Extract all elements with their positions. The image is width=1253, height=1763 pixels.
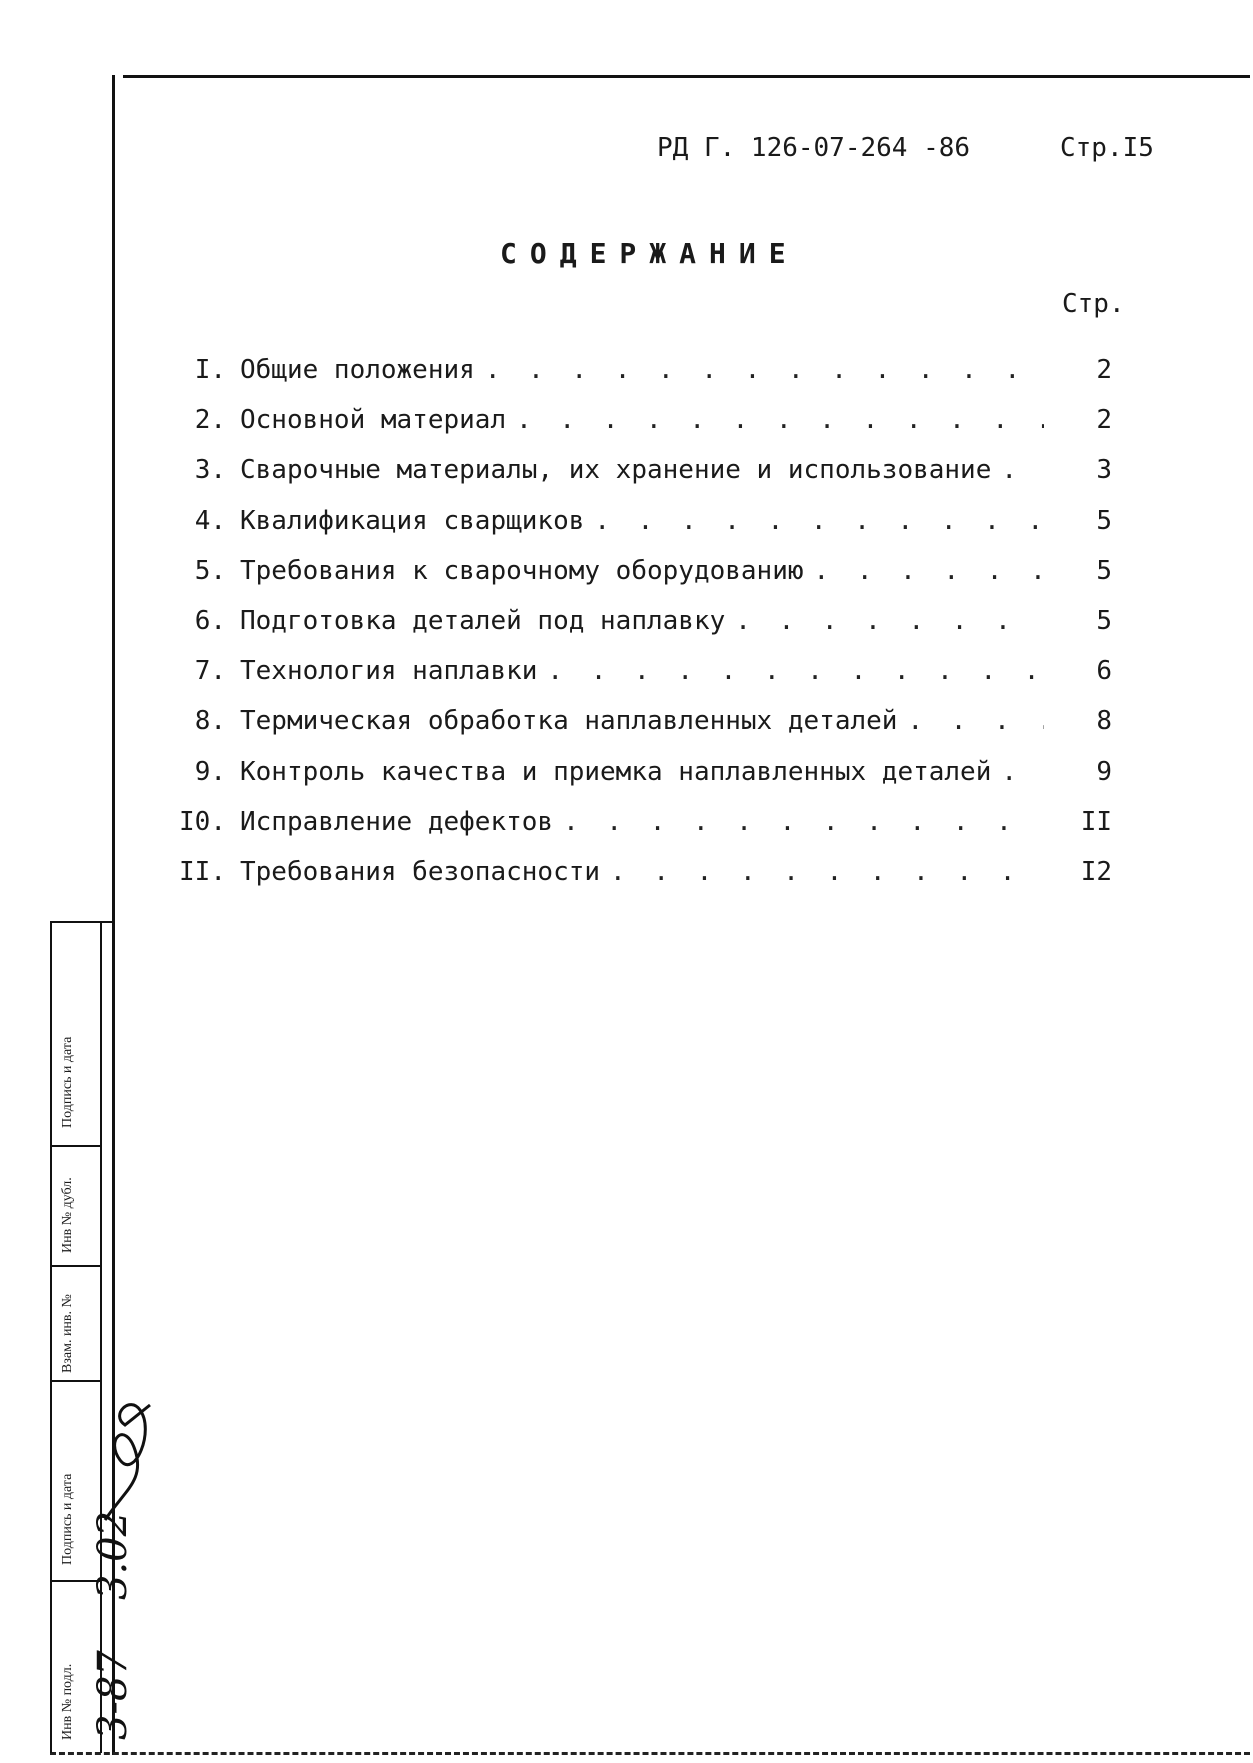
page-number: Стр.I5 (1060, 133, 1154, 163)
toc-leader-dots (1001, 455, 1044, 485)
stamp-label: Взам. инв. № (60, 1294, 75, 1373)
toc-item-page: 5 (1096, 605, 1112, 636)
toc-item-number: 6. (194, 605, 226, 636)
toc-leader-dots (485, 355, 1044, 385)
toc-item (170, 857, 1120, 907)
toc-item-page: 2 (1096, 355, 1112, 385)
stamp-cell-signature-date (52, 923, 102, 1147)
toc-item-number: I. (194, 355, 226, 385)
toc-item-number: 4. (194, 505, 226, 536)
toc-leader-dots (735, 606, 1044, 636)
stamp-cell-replacement-inventory (52, 1265, 102, 1382)
toc-item-number: 7. (194, 656, 226, 687)
toc-item (170, 807, 1120, 857)
frame-top-line (123, 75, 1250, 78)
toc-leader-dots (516, 405, 1044, 435)
toc-item (170, 706, 1120, 756)
stamp-label: Подпись и дата (60, 1473, 75, 1565)
toc-leader-dots (594, 506, 1044, 536)
toc-item-page: 9 (1096, 756, 1112, 787)
toc-item (170, 506, 1120, 556)
toc-leader-dots (1001, 757, 1044, 787)
toc-item-number: 2. (194, 405, 226, 436)
document-code: РД Г. 126-07-264 -86 (657, 133, 971, 163)
toc-item-page: 5 (1096, 555, 1112, 586)
stamp-label: Инв № дубл. (60, 1177, 75, 1253)
toc-item-number: II. (179, 856, 226, 887)
toc-item-title: Общие положения (240, 355, 475, 385)
toc-item-page: 6 (1096, 656, 1112, 687)
toc-item (170, 355, 1120, 405)
toc-item-page: 2 (1096, 405, 1112, 436)
toc-leader-dots (814, 556, 1044, 586)
stamp-label: Инв № подл. (60, 1663, 75, 1740)
page-column-header: Стр. (1062, 289, 1125, 319)
toc-item-page: 8 (1096, 706, 1112, 737)
handwritten-inventory-number: 3-87 (90, 1650, 136, 1740)
frame-bottom-line (50, 1752, 1250, 1755)
toc-item-title: Квалификация сварщиков (240, 505, 585, 536)
toc-leader-dots (563, 807, 1044, 837)
side-stamp-block (50, 921, 114, 1753)
toc-item-page: 3 (1096, 455, 1112, 486)
toc-item-title: Подготовка деталей под наплавку (240, 605, 726, 636)
toc-item-title: Сварочные материалы, их хранение и использование (240, 455, 992, 486)
toc-item-page: 5 (1096, 505, 1112, 536)
stamp-cell-duplicate-inventory (52, 1145, 102, 1267)
toc-item-number: I0. (179, 806, 226, 837)
toc-item-page: II (1080, 806, 1112, 837)
toc-leader-dots (907, 706, 1044, 736)
handwritten-date: 3.02 (90, 1510, 136, 1600)
toc-item-title: Основной материал (240, 405, 507, 436)
stamp-label: Подпись и дата (60, 1036, 75, 1128)
toc-item-number: 8. (194, 706, 226, 737)
toc-item (170, 757, 1120, 807)
toc-item-number: 5. (194, 555, 226, 586)
handwritten-signature (95, 1390, 165, 1530)
toc-leader-dots (547, 656, 1044, 686)
toc-item-title: Исправление дефектов (240, 806, 554, 837)
toc-item-title: Технология наплавки (240, 656, 538, 687)
toc-item-number: 3. (194, 455, 226, 486)
toc-item-number: 9. (194, 756, 226, 787)
table-of-contents (170, 355, 1120, 907)
toc-item-title: Требования к сварочному оборудованию (240, 555, 804, 586)
toc-item (170, 405, 1120, 455)
toc-item-title: Требования безопасности (240, 856, 601, 887)
toc-item-title: Термическая обработка наплавленных деталей (240, 706, 898, 737)
toc-item (170, 656, 1120, 706)
toc-item-title: Контроль качества и приемка наплавленных деталей (240, 756, 992, 787)
toc-item (170, 455, 1120, 505)
toc-item (170, 556, 1120, 606)
toc-item (170, 606, 1120, 656)
toc-item-page: I2 (1080, 856, 1112, 887)
page-title: СОДЕРЖАНИЕ (500, 237, 799, 270)
toc-leader-dots (610, 857, 1044, 887)
